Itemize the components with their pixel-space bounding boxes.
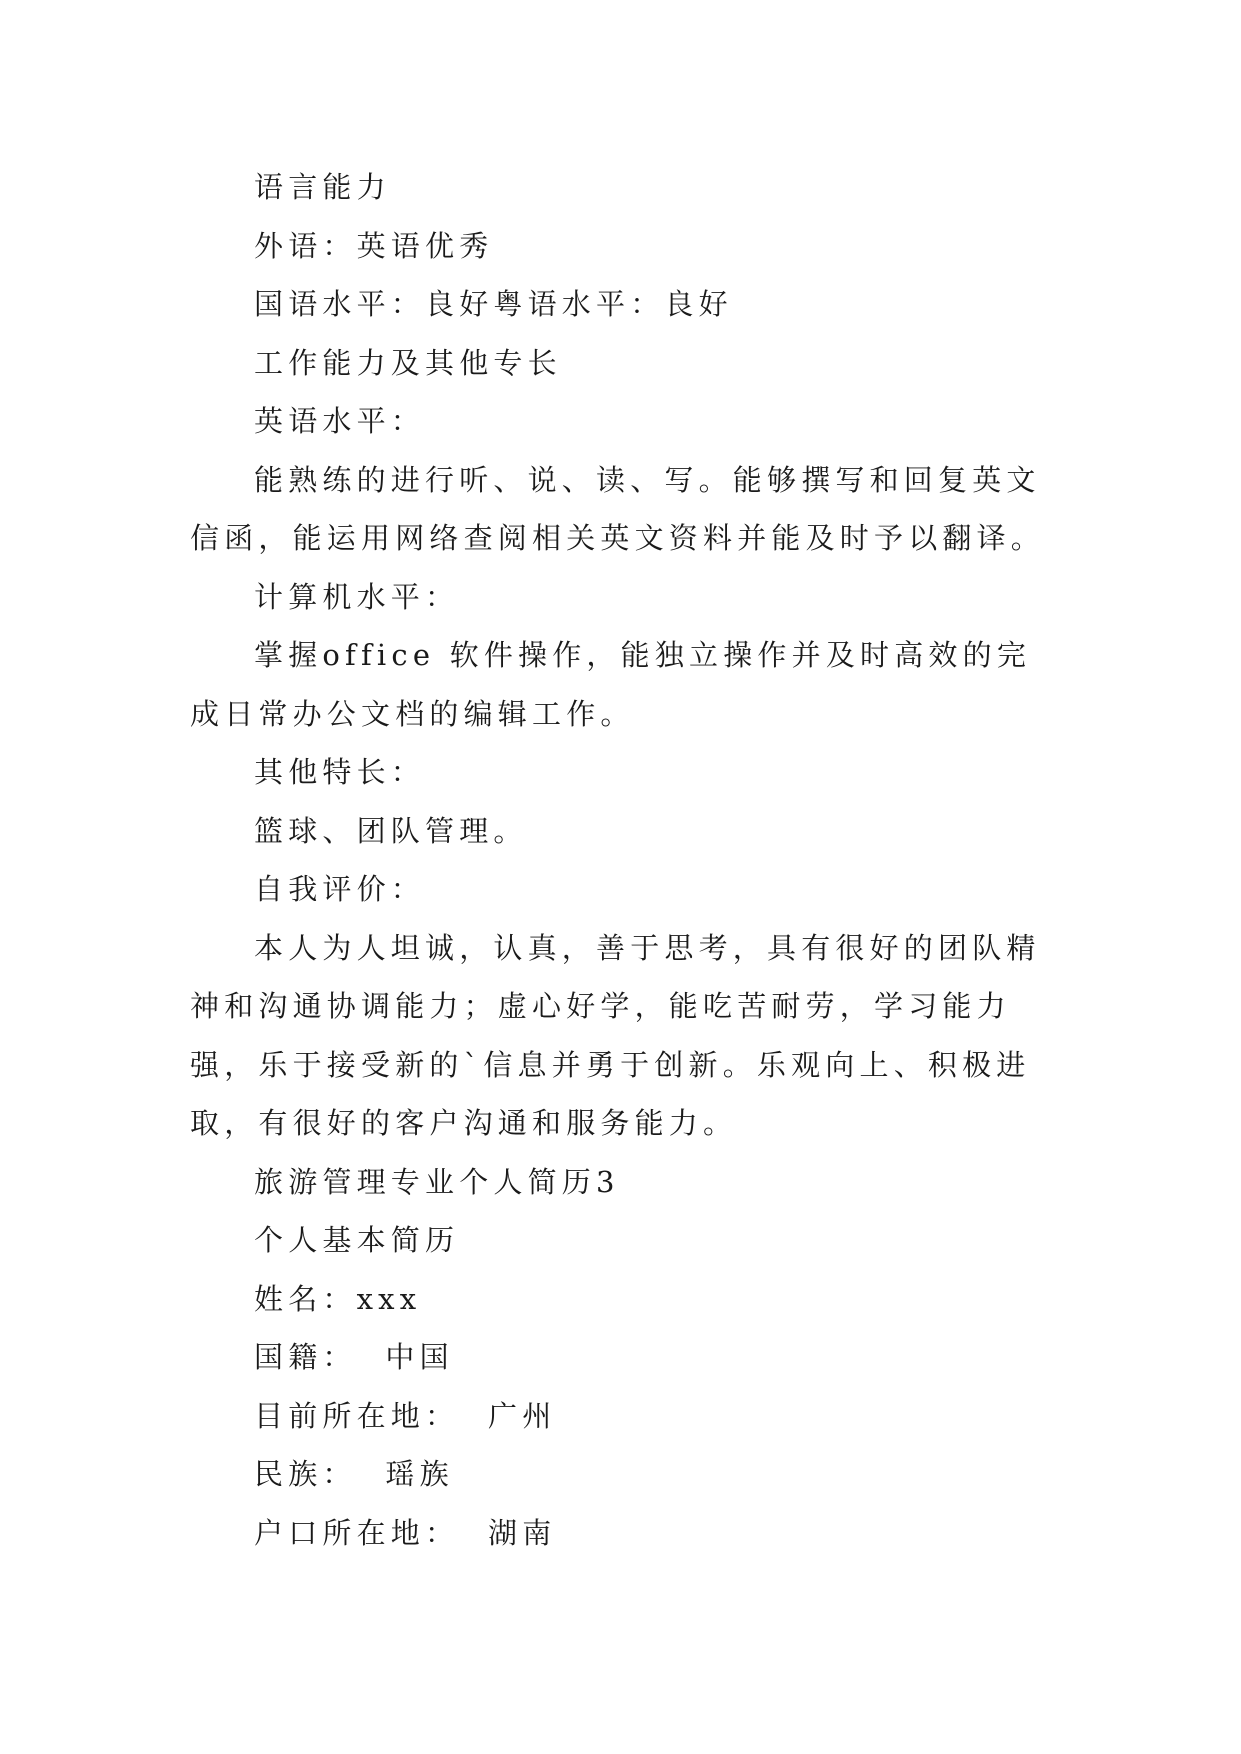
resume-title: 旅游管理专业个人简历3 [254, 1164, 620, 1199]
self-evaluation-text: 本人为人坦诚，认真，善于思考，具有很好的团队精神和沟通协调能力；虚心好学，能吃苦耐劳，学习能力强，乐于接受新的`信息并勇于创新。乐观向上、积极进取，有很好的客户沟通和服务能力。 [190, 930, 1041, 1140]
document-body [190, 158, 1050, 1562]
self-evaluation-label: 自我评价： [254, 872, 426, 906]
english-level-text: 能熟练的进行听、说、读、写。能够撰写和回复英文信函，能运用网络查阅相关英文资料并能及时予以翻译。 [190, 462, 1046, 555]
foreign-language-line: 外语：英语优秀 [254, 228, 494, 263]
section-heading-work-skills: 工作能力及其他专长 [254, 345, 562, 380]
computer-level-text: 掌握office 软件操作，能独立操作并及时高效的完成日常办公文档的编辑工作。 [190, 638, 1032, 731]
other-skills-text: 篮球、团队管理。 [254, 813, 528, 848]
mandarin-cantonese-line: 国语水平：良好粤语水平：良好 [254, 287, 733, 321]
other-skills-label: 其他特长： [254, 755, 426, 789]
section-heading-language: 语言能力 [254, 170, 391, 204]
english-level-label: 英语水平： [254, 404, 426, 438]
computer-level-label: 计算机水平： [254, 579, 460, 614]
current-location-field: 目前所在地： 广州 [254, 1398, 557, 1433]
ethnicity-field: 民族： 瑶族 [254, 1457, 454, 1491]
name-field: 姓名：xxx [254, 1281, 422, 1316]
nationality-field: 国籍： 中国 [254, 1340, 454, 1374]
hukou-location-field: 户口所在地： 湖南 [254, 1515, 557, 1550]
basic-info-heading: 个人基本简历 [254, 1223, 460, 1257]
